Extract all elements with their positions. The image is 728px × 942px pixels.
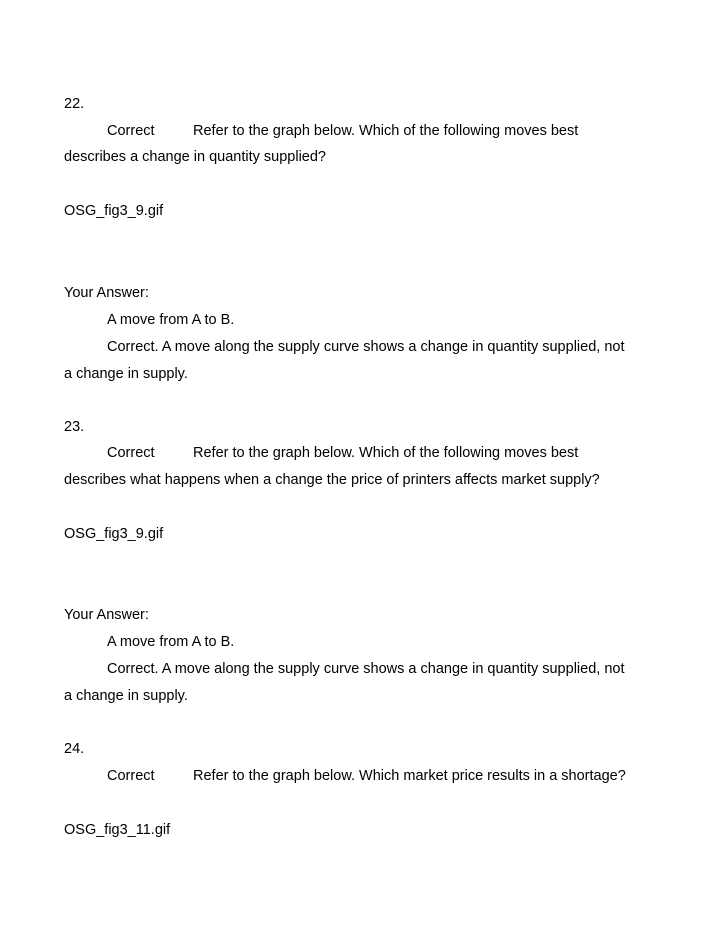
- answer-text: A move from A to B.: [107, 312, 235, 328]
- question-number: 22.: [64, 96, 85, 112]
- question-number: 24.: [64, 741, 85, 757]
- status-label: Correct: [107, 123, 155, 139]
- question-text-continued: describes what happens when a change the price of printers affects market supply?: [64, 472, 600, 488]
- answer-label: Your Answer:: [64, 607, 149, 623]
- question-text: Refer to the graph below. Which of the following moves best: [193, 123, 579, 139]
- figure-filename: OSG_fig3_11.gif: [64, 822, 171, 838]
- question-line: [107, 122, 578, 140]
- figure-filename: OSG_fig3_9.gif: [64, 526, 164, 542]
- feedback-text: Correct. A move along the supply curve shows a change in quantity supplied, not: [107, 661, 625, 677]
- answer-label: Your Answer:: [64, 285, 149, 301]
- answer-text: A move from A to B.: [107, 634, 235, 650]
- question-line: [107, 444, 578, 462]
- status-label: Correct: [107, 445, 155, 461]
- question-text: Refer to the graph below. Which market price results in a shortage?: [193, 768, 626, 784]
- feedback-text: Correct. A move along the supply curve shows a change in quantity supplied, not: [107, 339, 625, 355]
- feedback-text-continued: a change in supply.: [64, 366, 188, 382]
- question-text: Refer to the graph below. Which of the following moves best: [193, 445, 579, 461]
- question-text-continued: describes a change in quantity supplied?: [64, 149, 326, 165]
- question-line: [107, 767, 626, 785]
- question-number: 23.: [64, 419, 85, 435]
- feedback-text-continued: a change in supply.: [64, 688, 188, 704]
- figure-filename: OSG_fig3_9.gif: [64, 203, 164, 219]
- status-label: Correct: [107, 768, 155, 784]
